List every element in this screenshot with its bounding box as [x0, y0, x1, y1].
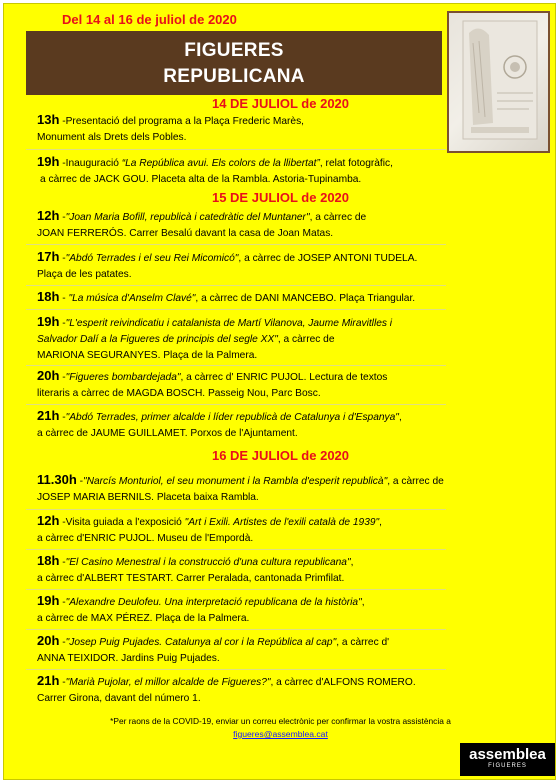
event-hour: 20h	[37, 633, 60, 648]
event-title: "L'esperit reivindicatiu i catalanista de Martí Vilanova, Jaume Miravitlles i	[65, 318, 393, 329]
covid-note: *Per raons de la COVID-19, enviar un correu electrònic per confirmar la vostra assistència a	[110, 716, 451, 726]
logo-sub: FIGUERES	[488, 763, 527, 769]
event-16-20h	[37, 633, 497, 667]
event-15-20h	[37, 368, 497, 402]
event-hour: 17h	[37, 249, 60, 264]
divider	[26, 589, 446, 590]
event-14-19h	[37, 154, 497, 188]
event-text-line2: Carrer Girona, davant del número 1.	[37, 693, 201, 704]
event-16-19h	[37, 593, 497, 627]
event-hour: 21h	[37, 673, 60, 688]
divider	[26, 309, 446, 310]
divider	[26, 285, 446, 286]
event-pre: -	[59, 597, 66, 608]
title-line-2: REPUBLICANA	[163, 66, 305, 87]
event-title: "Narcís Monturiol, el seu monument i la Rambla d'esperit republicà"	[83, 476, 388, 487]
event-text: -Presentació del programa a la Plaça Frederic Marès,	[59, 116, 305, 127]
event-pre: -	[59, 372, 66, 383]
event-hour: 19h	[37, 154, 60, 169]
event-pre: -	[59, 412, 66, 423]
event-15-19h	[37, 314, 497, 364]
event-title: "Figueres bombardejada"	[65, 372, 181, 383]
event-16-21h	[37, 673, 497, 707]
event-post: , relat fotogràfic,	[319, 158, 393, 169]
contact-email-link[interactable]: figueres@assemblea.cat	[233, 729, 328, 739]
event-16-12h	[37, 513, 497, 547]
date-range: Del 14 al 16 de juliol de 2020	[62, 12, 237, 27]
event-text-line2: literaris a càrrec de MAGDA BOSCH. Passeig Nou, Parc Bosc.	[37, 388, 321, 399]
event-hour: 12h	[37, 513, 60, 528]
event-16-18h	[37, 553, 497, 587]
event-title: "Josep Puig Pujades. Catalunya al cor i la República al cap"	[65, 637, 337, 648]
logo-brand: assemblea	[469, 746, 546, 763]
event-15-12h	[37, 208, 497, 242]
event-text-line2: JOSEP MARIA BERNILS. Placeta baixa Rambla.	[37, 492, 259, 503]
event-15-17h	[37, 249, 497, 283]
event-poster	[3, 3, 556, 780]
event-title-cont: Salvador Dalí a la Figueres de principis del segle XX"	[37, 334, 278, 345]
day-heading-14: 14 DE JULIOL de 2020	[211, 96, 350, 111]
event-hour: 18h	[37, 289, 60, 304]
event-post: , a càrrec d' ENRIC PUJOL. Lectura de textos	[180, 372, 388, 383]
divider	[26, 549, 446, 550]
event-hour: 21h	[37, 408, 60, 423]
day-heading-16: 16 DE JULIOL de 2020	[211, 448, 350, 463]
event-text-line2: JOAN FERRERÓS. Carrer Besalú davant la casa de Joan Matas.	[37, 228, 334, 239]
poster-title	[26, 31, 442, 95]
event-pre: -	[59, 557, 66, 568]
event-hour: 11.30h	[37, 472, 77, 487]
event-post: ,	[350, 557, 354, 568]
event-text-line2: a càrrec de JACK GOU. Placeta alta de la Rambla. Astoria-Tupinamba.	[40, 174, 362, 185]
event-text-line2: a càrrec de JAUME GUILLAMET. Porxos de l'Ajuntament.	[37, 428, 298, 439]
event-post: , a càrrec de JOSEP ANTONI TUDELA.	[238, 253, 418, 264]
assemblea-logo	[460, 743, 555, 776]
event-post: ,	[361, 597, 365, 608]
event-title: "Abdó Terrades, primer alcalde i líder republicà de Catalunya i d'Espanya"	[65, 412, 399, 423]
event-title: "Joan Maria Bofill, republicà i catedràtic del Muntaner"	[65, 212, 310, 223]
event-title: "La música d'Anselm Clavé"	[68, 293, 196, 304]
event-15-21h	[37, 408, 497, 442]
event-hour: 19h	[37, 593, 60, 608]
event-hour: 13h	[37, 112, 60, 127]
divider	[26, 669, 446, 670]
event-pre: -	[59, 293, 69, 304]
event-hour: 20h	[37, 368, 60, 383]
event-pre: -	[59, 318, 66, 329]
divider	[26, 365, 446, 366]
divider	[26, 149, 446, 150]
event-text-line2: Plaça de les patates.	[37, 269, 132, 280]
event-post: , a càrrec de	[277, 334, 335, 345]
event-pre: -	[59, 677, 66, 688]
event-post: ,	[379, 517, 382, 528]
event-text-line2: ANNA TEIXIDOR. Jardins Puig Pujades.	[37, 653, 220, 664]
event-post: , a càrrec de	[387, 476, 444, 487]
event-hour: 12h	[37, 208, 60, 223]
event-text-line2: a càrrec d'ALBERT TESTART. Carrer Peralada, cantonada Primfilat.	[37, 573, 345, 584]
event-text-line3: MARIONA SEGURANYES. Plaça de la Palmera.	[37, 350, 258, 361]
event-title: "Alexandre Deulofeu. Una interpretació republicana de la història"	[65, 597, 362, 608]
event-pre: -	[76, 476, 83, 487]
event-post: , a càrrec de DANI MANCEBO. Plaça Triangular.	[195, 293, 416, 304]
event-pre: -Inauguració	[59, 158, 122, 169]
event-14-13h	[37, 112, 497, 146]
event-post: , a càrrec d'ALFONS ROMERO.	[270, 677, 416, 688]
event-post: , a càrrec d'	[336, 637, 390, 648]
event-pre: -	[59, 637, 66, 648]
event-pre: -	[59, 212, 66, 223]
day-heading-15: 15 DE JULIOL de 2020	[211, 190, 350, 205]
event-title: "Abdó Terrades i el seu Rei Micomicó"	[65, 253, 239, 264]
divider	[26, 404, 446, 405]
event-text-line2: Monument als Drets dels Pobles.	[37, 132, 187, 143]
event-post: , a càrrec de	[309, 212, 367, 223]
event-post: ,	[398, 412, 402, 423]
event-hour: 19h	[37, 314, 60, 329]
event-title: "El Casino Menestral i la construcció d'una cultura republicana"	[65, 557, 351, 568]
event-15-18h	[37, 289, 497, 307]
event-title: "Art i Exili. Artistes de l'exili català de 1939"	[184, 517, 380, 528]
divider	[26, 509, 446, 510]
title-line-1: FIGUERES	[184, 40, 284, 61]
event-text-line2: a càrrec d'ENRIC PUJOL. Museu de l'Empordà.	[37, 533, 254, 544]
event-title: “La República avui. Els colors de la llibertat”	[121, 158, 320, 169]
divider	[26, 244, 446, 245]
divider	[26, 629, 446, 630]
event-text-line2: a càrrec de MAX PÉREZ. Plaça de la Palmera.	[37, 613, 250, 624]
event-pre: -Visita guiada a l'exposició	[59, 517, 185, 528]
event-16-1130h	[37, 472, 497, 506]
event-title: "Marià Pujolar, el millor alcalde de Figueres?"	[65, 677, 271, 688]
event-hour: 18h	[37, 553, 60, 568]
event-pre: -	[59, 253, 66, 264]
